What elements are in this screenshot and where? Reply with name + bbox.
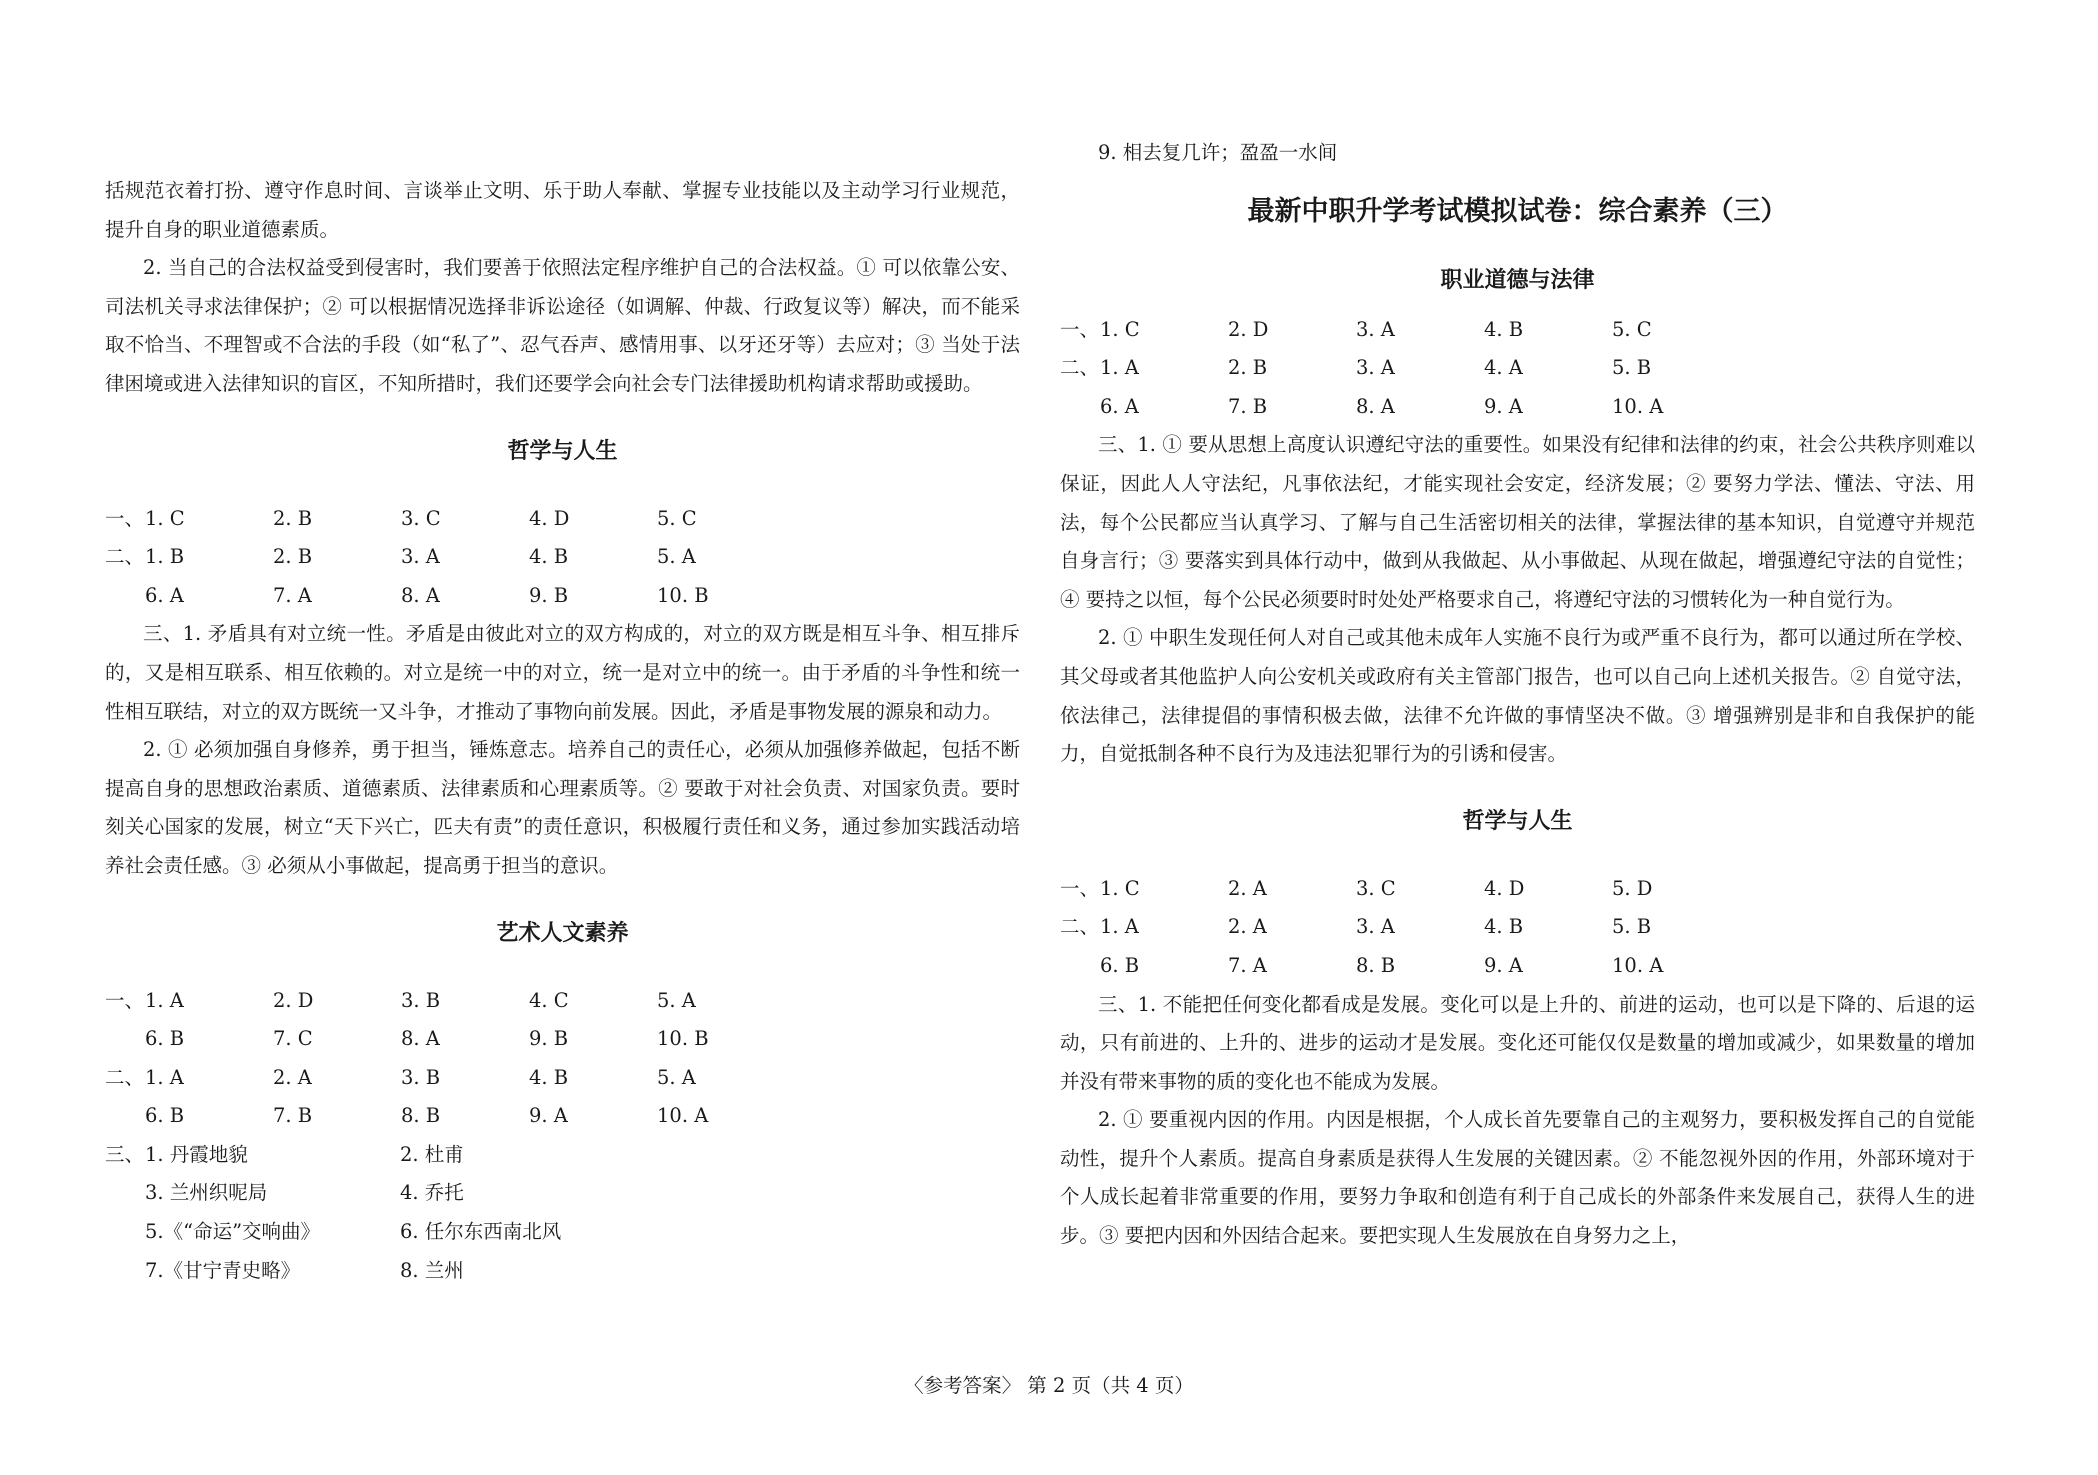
answer-cell: 10. A <box>1612 394 1664 418</box>
answer-row <box>1060 870 1975 909</box>
answer-row-label: 一、 <box>105 506 145 530</box>
answer-row <box>105 982 1020 1021</box>
answer-cell: 10. B <box>657 583 709 607</box>
answer-cell: 3. A <box>401 545 440 569</box>
answer-cell: 3. B <box>401 988 441 1012</box>
answer-cell: 10. A <box>1612 953 1664 977</box>
answer-cell: 1. B <box>145 545 185 569</box>
answer-cell: 6. B <box>1100 953 1140 977</box>
answer-cell: 3. A <box>1356 356 1395 380</box>
answer-cell: 7. C <box>273 1027 313 1051</box>
answer-cell: 4. B <box>529 545 569 569</box>
answer-cell: 8. B <box>1356 953 1396 977</box>
paragraph: 2. ① 必须加强自身修养，勇于担当，锤炼意志。培养自己的责任心，必须从加强修养做起，包括不断提高自身的思想政治素质、道德素质、法律素质和心理素质等。② 要敢于对社会负责、对国家负责。要时刻关心国家的发展，树立“天下兴亡，匹夫有责”的责任意识，积极履行责任和义务，通过参加实践活动培养社会责任感。③ 必须从小事做起，提高勇于担当的意识。 <box>105 738 1020 877</box>
answer-cell: 7. A <box>1228 953 1267 977</box>
answer-cell: 7. B <box>1228 394 1268 418</box>
answer-list <box>105 1136 1020 1290</box>
answer-cell: 5. A <box>657 988 696 1012</box>
answer-cell: 2. 杜甫 <box>400 1142 464 1166</box>
answer-row <box>1060 947 1975 986</box>
answer-cell: 9. A <box>1484 394 1523 418</box>
answer-cell: 6. B <box>145 1104 185 1128</box>
answer-row-label: 二、 <box>1060 915 1100 939</box>
answer-cell: 10. A <box>657 1104 709 1128</box>
answer-cell: 6. A <box>1100 394 1139 418</box>
answer-cell: 1. C <box>1100 317 1140 341</box>
answer-cell: 5.《“命运”交响曲》 <box>145 1220 321 1244</box>
section-heading: 哲学与人生 <box>507 438 618 464</box>
section-heading: 哲学与人生 <box>1462 808 1573 834</box>
answer-cell: 1. A <box>145 988 184 1012</box>
answer-cell: 8. A <box>401 1027 440 1051</box>
answer-cell: 5. B <box>1612 915 1652 939</box>
answer-cell: 4. B <box>1484 317 1524 341</box>
answer-cell: 5. A <box>657 1065 696 1089</box>
answer-cell: 6. 任尔东西南北风 <box>400 1220 562 1244</box>
answer-cell: 8. A <box>1356 394 1395 418</box>
paragraph: 2. 当自己的合法权益受到侵害时，我们要善于依照法定程序维护自己的合法权益。① 可以依靠公安、司法机关寻求法律保护；② 可以根据情况选择非诉讼途径（如调解、仲裁、行政复议等）解决，而不能采取不恰当、不理智或不合法的手段（如“私了”、忍气吞声、感情用事、以牙还牙等）去应对；③ 当处于法律困境或进入法律知识的盲区，不知所措时，我们还要学会向社会专门法律援助机构请求帮助或援助。 <box>105 256 1020 395</box>
answer-cell: 3. C <box>1356 876 1396 900</box>
paragraph: 三、1. 不能把任何变化都看成是发展。变化可以是上升的、前进的运动，也可以是下降的、后退的运动，只有前进的、上升的、进步的运动才是发展。变化还可能仅仅是数量的增加或减少，如果数量的增加并没有带来事物的质的变化也不能成为发展。 <box>1060 992 1975 1093</box>
answer-cell: 3. B <box>401 1065 441 1089</box>
answer-row <box>105 1097 1020 1136</box>
answer-cell: 6. A <box>145 583 184 607</box>
paragraph: 三、1. ① 要从思想上高度认识遵纪守法的重要性。如果没有纪律和法律的约束，社会公共秩序则难以保证，因此人人守法纪，凡事依法纪，才能实现社会安定，经济发展；② 要努力学法、懂法、守法、用法，每个公民都应当认真学习、了解与自己生活密切相关的法律，掌握法律的基本知识，自觉遵守并规范自身言行；③ 要落实到具体行动中，做到从我做起、从小事做起、从现在做起，增强遵纪守法的自觉性；④ 要持之以恒，每个公民必须要时时处处严格要求自己，将遵纪守法的习惯转化为一种自觉行为。 <box>1060 433 1975 611</box>
page-footer: 〈参考答案〉 第 2 页（共 4 页） <box>904 1374 1194 1397</box>
answer-cell: 2. A <box>1228 915 1267 939</box>
answer-cell: 2. B <box>273 545 313 569</box>
page-title: 最新中职升学考试模拟试卷：综合素养（三） <box>1247 195 1788 227</box>
answer-cell: 5. C <box>657 506 697 530</box>
answer-list-row <box>105 1252 1020 1291</box>
answer-cell: 2. A <box>273 1065 312 1089</box>
answer-cell: 7. A <box>273 583 312 607</box>
answer-cell: 1. 丹霞地貌 <box>145 1142 248 1166</box>
left-column <box>105 172 1020 1290</box>
answer-cell: 6. B <box>145 1027 185 1051</box>
paragraph: 9. 相去复几许；盈盈一水间 <box>1098 141 1338 164</box>
answer-row <box>105 1059 1020 1098</box>
answer-cell: 8. 兰州 <box>400 1258 464 1282</box>
answer-cell: 5. C <box>1612 317 1652 341</box>
answer-cell: 3. A <box>1356 317 1395 341</box>
answer-row-label: 二、 <box>105 545 145 569</box>
answer-row <box>105 577 1020 616</box>
answer-row-label: 一、 <box>1060 876 1100 900</box>
answer-cell: 5. A <box>657 545 696 569</box>
answer-grid <box>105 982 1020 1136</box>
answer-cell: 8. B <box>401 1104 441 1128</box>
paragraph: 括规范衣着打扮、遵守作息时间、言谈举止文明、乐于助人奉献、掌握专业技能以及主动学习行业规范，提升自身的职业道德素质。 <box>105 179 1020 241</box>
answer-cell: 1. A <box>1100 356 1139 380</box>
answer-cell: 4. D <box>1484 876 1525 900</box>
answer-cell: 7.《甘宁青史略》 <box>145 1258 301 1282</box>
answer-cell: 7. B <box>273 1104 313 1128</box>
answer-list-row <box>105 1213 1020 1252</box>
answer-cell: 2. D <box>273 988 314 1012</box>
answer-row-label: 二、 <box>1060 356 1100 380</box>
answer-row-label: 一、 <box>105 988 145 1012</box>
answer-cell: 4. D <box>529 506 570 530</box>
section-heading: 职业道德与法律 <box>1440 267 1595 293</box>
answer-row-label: 三、 <box>105 1142 145 1166</box>
answer-cell: 4. 乔托 <box>400 1181 464 1205</box>
right-column <box>1060 141 1975 1256</box>
answer-cell: 1. A <box>1100 915 1139 939</box>
answer-row <box>1060 349 1975 388</box>
answer-row <box>1060 388 1975 427</box>
answer-cell: 5. D <box>1612 876 1653 900</box>
answer-row-label: 一、 <box>1060 317 1100 341</box>
answer-row <box>1060 311 1975 350</box>
answer-cell: 4. B <box>529 1065 569 1089</box>
answer-list-row <box>105 1136 1020 1175</box>
answer-row-label: 二、 <box>105 1065 145 1089</box>
section-heading: 艺术人文素养 <box>496 920 629 946</box>
answer-row <box>105 500 1020 539</box>
paragraph: 2. ① 中职生发现任何人对自己或其他未成年人实施不良行为或严重不良行为，都可以通过所在学校、其父母或者其他监护人向公安机关或政府有关主管部门报告，也可以自己向上述机关报告。② 自觉守法，依法律己，法律提倡的事情积极去做，法律不允许做的事情坚决不做。③ 增强辨别是非和自我保护的能力，自觉抵制各种不良行为及违法犯罪行为的引诱和侵害。 <box>1060 626 1975 766</box>
answer-cell: 9. A <box>529 1104 568 1128</box>
answer-cell: 3. 兰州织呢局 <box>145 1181 268 1205</box>
answer-grid <box>105 500 1020 616</box>
answer-cell: 9. B <box>529 1027 569 1051</box>
answer-cell: 9. B <box>529 583 569 607</box>
answer-cell: 3. C <box>401 506 441 530</box>
answer-cell: 4. C <box>529 988 569 1012</box>
answer-grid <box>1060 311 1975 427</box>
answer-cell: 2. D <box>1228 317 1269 341</box>
answer-cell: 4. A <box>1484 356 1523 380</box>
answer-cell: 2. B <box>1228 356 1268 380</box>
paragraph: 2. ① 要重视内因的作用。内因是根据，个人成长首先要靠自己的主观努力，要积极发挥自己的自觉能动性，提升个人素质。提高自身素质是获得人生发展的关键因素。② 不能忽视外因的作用，外部环境对于个人成长起着非常重要的作用，要努力争取和创造有利于自己成长的外部条件来发展自己，获得人生的进步。③ 要把内因和外因结合起来。要把实现人生发展放在自身努力之上， <box>1060 1108 1975 1248</box>
answer-cell: 1. A <box>145 1065 184 1089</box>
answer-cell: 3. A <box>1356 915 1395 939</box>
answer-row <box>105 1020 1020 1059</box>
paragraph: 三、1. 矛盾具有对立统一性。矛盾是由彼此对立的双方构成的，对立的双方既是相互斗争、相互排斥的，又是相互联系、相互依赖的。对立是统一中的对立，统一是对立中的统一。由于矛盾的斗争性和统一性相互联结，对立的双方既统一又斗争，才推动了事物向前发展。因此，矛盾是事物发展的源泉和动力。 <box>105 622 1020 723</box>
answer-list-row <box>105 1174 1020 1213</box>
answer-cell: 1. C <box>145 506 185 530</box>
answer-grid <box>1060 870 1975 986</box>
answer-cell: 1. C <box>1100 876 1140 900</box>
answer-cell: 2. A <box>1228 876 1267 900</box>
answer-cell: 10. B <box>657 1027 709 1051</box>
answer-cell: 5. B <box>1612 356 1652 380</box>
answer-cell: 4. B <box>1484 915 1524 939</box>
answer-cell: 9. A <box>1484 953 1523 977</box>
answer-cell: 2. B <box>273 506 313 530</box>
answer-row <box>105 538 1020 577</box>
answer-cell: 8. A <box>401 583 440 607</box>
answer-row <box>1060 908 1975 947</box>
